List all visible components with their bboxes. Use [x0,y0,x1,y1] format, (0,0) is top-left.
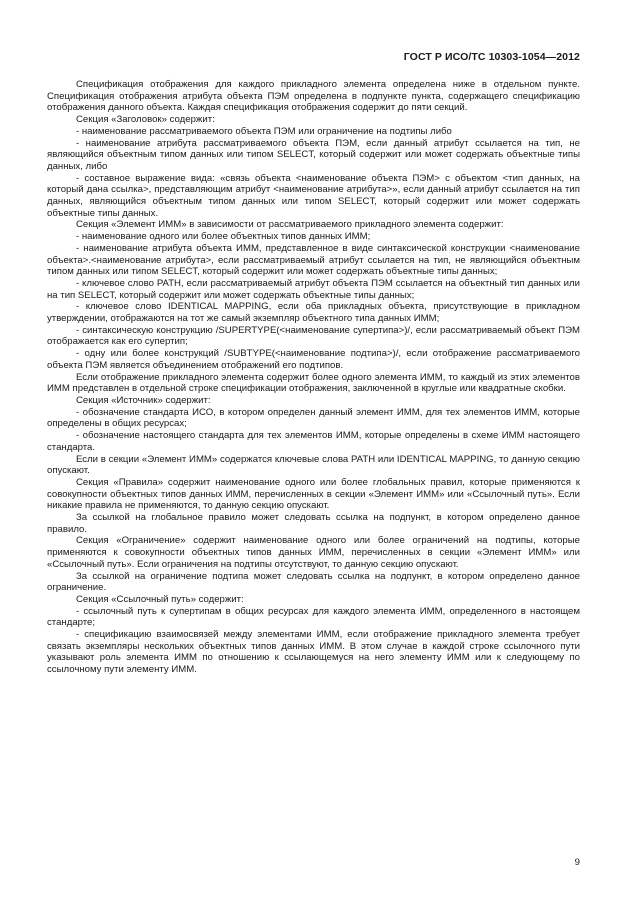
paragraph: - синтаксическую конструкцию /SUPERTYPE(<наименование супертипа>)/, если рассматриваемый объект ПЭМ отображается как его супертип; [47,324,580,348]
paragraph: - наименование одного или более объектных типов данных ИММ; [76,231,371,243]
paragraph: Секция «Источник» содержит: [76,394,211,406]
page-number: 9 [574,857,580,868]
paragraph: - наименование атрибута объекта ИММ, представленное в виде синтаксической конструкции <наименование объекта>.<наименование атрибута>, если рассматриваемый атрибут ссылается на тип, не являющийся объектным типом данных или типом SELECT, который содержит или может содержать объектные типы данных; [47,242,580,278]
paragraph: Если отображение прикладного элемента содержит более одного элемента ИММ, то каждый из этих элементов ИММ представлен в отдельной строке спецификации отображения, заключенной в круглые или квадратные скобки. [47,371,580,395]
paragraph: Если в секции «Элемент ИММ» содержатся ключевые слова PATH или IDENTICAL MAPPING, то данную секцию опускают. [47,453,580,477]
paragraph: - обозначение настоящего стандарта для тех элементов ИММ, которые определены в схеме ИММ настоящего стандарта. [47,430,580,453]
paragraph: Секция «Правила» содержит наименование одного или более глобальных правил, которые применяются к совокупности объектных типов данных ИММ, перечисленных в секции «Элемент ИММ» или «Ссылочный путь». Если никакие правила не применяются, то данную секцию опускают. [47,476,580,512]
paragraph: За ссылкой на глобальное правило может следовать ссылка на подпункт, в котором определено данное правило. [47,512,580,535]
paragraph: - наименование рассматриваемого объекта ПЭМ или ограничение на подтипы либо [76,125,452,137]
paragraph: Секция «Заголовок» содержит: [76,114,215,126]
paragraph: - наименование атрибута рассматриваемого объекта ПЭМ, если данный атрибут ссылается на тип, не являющийся объектным типом данных или типом SELECT, который содержит или может содержать объектные типы данных, либо [47,137,580,172]
paragraph: - спецификацию взаимосвязей между элементами ИММ, если отображение прикладного элемента требует связать экземпляры нескольких объектных типов данных ИММ. В этом случае в каждой строке ссылочного пути указывают роль элемента ИММ по отношению к ссылающемуся на него элементу ИММ или к следующему по ссылочному пути элементу ИММ. [47,629,580,676]
paragraph: - составное выражение вида: «связь объекта <наименование объекта ПЭМ> с объектом <тип данных, на который дана ссылка>, представляющим атрибут <наименование атрибута>», если данный атрибут ссылается на тип данных, являющийся объектным типом данных или типом SELECT, который содержит или может содержать объектные типы данных. [47,172,580,219]
paragraph: Секция «Ссылочный путь» содержит: [76,593,244,605]
paragraph: Спецификация отображения для каждого прикладного элемента определена ниже в отдельном пункте. Спецификация отображения атрибута объекта ПЭМ определена в подпункте пункта, содержащего спецификацию отображения данного объекта. Каждая спецификация отображения содержит до пяти секций. [47,79,580,114]
paragraph: Секция «Ограничение» содержит наименование одного или более ограничений на подтипы, которые применяются к совокупности объектных типов данных ИММ, перечисленных в секции «Элемент ИММ» или «Ссылочный путь». Если ограничения на подтипы отсутствуют, то данную секцию опускают. [47,535,580,570]
document-header: ГОСТ Р ИСО/ТС 10303-1054—2012 [403,51,580,63]
paragraph: - ключевое слово PATH, если рассматриваемый атрибут объекта ПЭМ ссылается на объектный тип данных или на тип SELECT, который содержит или может содержать объектные типы данных; [47,277,580,301]
paragraph: За ссылкой на ограничение подтипа может следовать ссылка на подпункт, в котором определено данное ограничение. [47,570,580,594]
paragraph: - ссылочный путь к супертипам в общих ресурсах для каждого элемента ИММ, определенного в настоящем стандарте; [47,605,580,629]
paragraph: - одну или более конструкций /SUBTYPE(<наименование подтипа>)/, если отображение рассматриваемого объекта ПЭМ является объединением отображений его подтипов. [47,348,580,371]
document-body [47,79,580,676]
paragraph: - ключевое слово IDENTICAL MAPPING, если оба прикладных объекта, присутствующие в прикладном утверждении, отображаются на тот же самый экземпляр объектного типа данных ИММ; [47,301,580,325]
paragraph: - обозначение стандарта ИСО, в котором определен данный элемент ИММ, для тех элементов ИММ, которые определены в общих ресурсах; [47,406,580,430]
paragraph: Секция «Элемент ИММ» в зависимости от рассматриваемого прикладного элемента содержит: [76,219,504,231]
